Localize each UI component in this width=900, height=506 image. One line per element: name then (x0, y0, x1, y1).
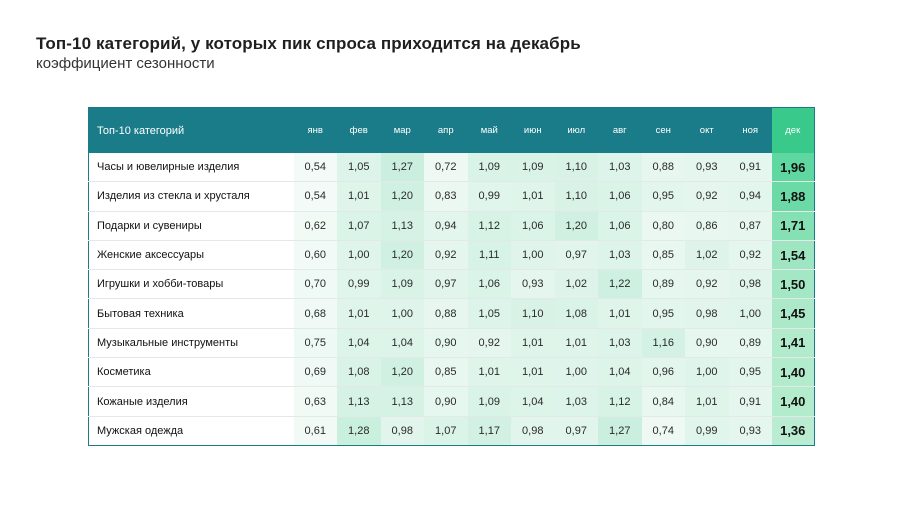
heat-cell: 1,20 (381, 358, 425, 387)
month-header-12: дек (772, 108, 814, 154)
month-header-3: мар (381, 108, 425, 154)
heat-cell: 1,02 (555, 270, 599, 299)
heat-cell: 1,08 (555, 299, 599, 328)
month-header-5: май (468, 108, 512, 154)
heat-cell: 0,92 (729, 240, 773, 269)
heat-cell: 1,20 (381, 240, 425, 269)
december-value-cell: 1,36 (772, 416, 814, 445)
heat-cell: 0,90 (424, 328, 468, 357)
heat-cell: 0,99 (337, 270, 381, 299)
heat-cell: 0,99 (468, 182, 512, 211)
december-value-cell: 1,54 (772, 240, 814, 269)
category-label: Бытовая техника (89, 299, 294, 328)
december-value-cell: 1,45 (772, 299, 814, 328)
heat-cell: 0,94 (424, 211, 468, 240)
heat-cell: 1,01 (511, 182, 555, 211)
month-header-11: ноя (729, 108, 773, 154)
month-header-2: фев (337, 108, 381, 154)
table-row (89, 358, 815, 387)
heat-cell: 0,90 (424, 387, 468, 416)
heat-cell: 1,10 (511, 299, 555, 328)
category-label: Кожаные изделия (89, 387, 294, 416)
heat-cell: 1,01 (337, 182, 381, 211)
heat-cell: 0,98 (511, 416, 555, 445)
month-header-10: окт (685, 108, 729, 154)
heat-cell: 0,91 (729, 153, 773, 182)
heat-cell: 0,98 (729, 270, 773, 299)
heat-cell: 0,87 (729, 211, 773, 240)
heat-cell: 0,86 (685, 211, 729, 240)
heat-cell: 0,95 (642, 182, 686, 211)
month-header-9: сен (642, 108, 686, 154)
heat-cell: 1,00 (381, 299, 425, 328)
table-row (89, 299, 815, 328)
heat-cell: 1,09 (511, 153, 555, 182)
heat-cell: 0,74 (642, 416, 686, 445)
heat-cell: 1,06 (598, 182, 642, 211)
heat-cell: 1,06 (511, 211, 555, 240)
category-label: Подарки и сувениры (89, 211, 294, 240)
heat-cell: 1,01 (685, 387, 729, 416)
heat-cell: 0,75 (294, 328, 338, 357)
table-header-row (89, 108, 815, 154)
heat-cell: 1,16 (642, 328, 686, 357)
heat-cell: 1,10 (555, 182, 599, 211)
category-label: Часы и ювелирные изделия (89, 153, 294, 182)
heat-cell: 0,84 (642, 387, 686, 416)
heat-cell: 1,13 (337, 387, 381, 416)
heat-cell: 1,27 (381, 153, 425, 182)
heat-cell: 0,85 (424, 358, 468, 387)
heat-cell: 1,03 (598, 240, 642, 269)
heat-cell: 1,04 (381, 328, 425, 357)
month-header-8: авг (598, 108, 642, 154)
table-row (89, 240, 815, 269)
heat-cell: 0,88 (424, 299, 468, 328)
table-row (89, 211, 815, 240)
heat-cell: 1,02 (685, 240, 729, 269)
table-row (89, 270, 815, 299)
table-row (89, 182, 815, 211)
heat-cell: 0,92 (468, 328, 512, 357)
table-row (89, 387, 815, 416)
heat-cell: 1,01 (511, 358, 555, 387)
december-value-cell: 1,50 (772, 270, 814, 299)
heat-cell: 1,07 (337, 211, 381, 240)
heat-cell: 0,54 (294, 182, 338, 211)
table-row (89, 328, 815, 357)
table-row (89, 153, 815, 182)
heat-cell: 0,92 (685, 270, 729, 299)
heat-cell: 0,62 (294, 211, 338, 240)
heat-cell: 1,00 (511, 240, 555, 269)
heat-cell: 0,94 (729, 182, 773, 211)
category-label: Изделия из стекла и хрусталя (89, 182, 294, 211)
month-header-7: июл (555, 108, 599, 154)
heat-cell: 1,00 (685, 358, 729, 387)
heat-cell: 0,89 (729, 328, 773, 357)
month-header-4: апр (424, 108, 468, 154)
heat-cell: 1,09 (468, 387, 512, 416)
heat-cell: 1,12 (468, 211, 512, 240)
december-value-cell: 1,96 (772, 153, 814, 182)
heat-cell: 0,99 (685, 416, 729, 445)
heat-cell: 0,68 (294, 299, 338, 328)
category-label: Женские аксессуары (89, 240, 294, 269)
december-value-cell: 1,41 (772, 328, 814, 357)
heat-cell: 1,07 (424, 416, 468, 445)
december-value-cell: 1,40 (772, 358, 814, 387)
category-label: Мужская одежда (89, 416, 294, 445)
heat-cell: 1,11 (468, 240, 512, 269)
category-column-header: Топ-10 категорий (89, 108, 294, 154)
heat-cell: 0,97 (555, 416, 599, 445)
heat-cell: 0,98 (381, 416, 425, 445)
month-header-1: янв (294, 108, 338, 154)
heat-cell: 0,96 (642, 358, 686, 387)
heat-cell: 0,88 (642, 153, 686, 182)
category-label: Музыкальные инструменты (89, 328, 294, 357)
heat-cell: 1,00 (555, 358, 599, 387)
heat-cell: 1,01 (598, 299, 642, 328)
heat-cell: 1,13 (381, 387, 425, 416)
heat-cell: 0,97 (424, 270, 468, 299)
heat-cell: 0,93 (729, 416, 773, 445)
heat-cell: 1,28 (337, 416, 381, 445)
heat-cell: 1,01 (468, 358, 512, 387)
heat-cell: 0,92 (424, 240, 468, 269)
chart-title: Топ-10 категорий, у которых пик спроса приходится на декабрь (36, 34, 581, 53)
heat-cell: 0,80 (642, 211, 686, 240)
december-value-cell: 1,40 (772, 387, 814, 416)
table-body (89, 153, 815, 445)
heat-cell: 0,90 (685, 328, 729, 357)
heat-cell: 0,93 (511, 270, 555, 299)
category-label: Косметика (89, 358, 294, 387)
heat-cell: 1,05 (337, 153, 381, 182)
heat-cell: 0,92 (685, 182, 729, 211)
category-label: Игрушки и хобби-товары (89, 270, 294, 299)
heat-cell: 0,98 (685, 299, 729, 328)
heat-cell: 0,91 (729, 387, 773, 416)
heat-cell: 0,89 (642, 270, 686, 299)
heat-cell: 1,27 (598, 416, 642, 445)
heat-cell: 1,03 (598, 328, 642, 357)
heat-cell: 0,83 (424, 182, 468, 211)
heat-cell: 0,70 (294, 270, 338, 299)
heat-cell: 1,10 (555, 153, 599, 182)
heat-cell: 1,03 (598, 153, 642, 182)
heat-cell: 0,60 (294, 240, 338, 269)
heat-cell: 0,93 (685, 153, 729, 182)
chart-subtitle: коэффициент сезонности (36, 55, 215, 72)
heat-cell: 0,95 (729, 358, 773, 387)
heat-cell: 0,97 (555, 240, 599, 269)
heat-cell: 1,20 (381, 182, 425, 211)
table-row (89, 416, 815, 445)
heat-cell: 1,22 (598, 270, 642, 299)
heat-cell: 0,69 (294, 358, 338, 387)
heat-cell: 0,72 (424, 153, 468, 182)
december-value-cell: 1,88 (772, 182, 814, 211)
heat-cell: 0,63 (294, 387, 338, 416)
heat-cell: 1,17 (468, 416, 512, 445)
december-value-cell: 1,71 (772, 211, 814, 240)
heat-cell: 1,20 (555, 211, 599, 240)
heat-cell: 1,06 (468, 270, 512, 299)
heat-cell: 1,04 (511, 387, 555, 416)
heat-cell: 1,04 (337, 328, 381, 357)
heat-cell: 1,12 (598, 387, 642, 416)
heat-cell: 0,85 (642, 240, 686, 269)
heat-cell: 1,01 (511, 328, 555, 357)
heat-cell: 1,13 (381, 211, 425, 240)
seasonality-heatmap-table (88, 107, 815, 446)
heat-cell: 1,09 (468, 153, 512, 182)
heat-cell: 0,54 (294, 153, 338, 182)
heat-cell: 1,01 (555, 328, 599, 357)
heat-cell: 1,03 (555, 387, 599, 416)
heat-cell: 1,00 (337, 240, 381, 269)
heat-cell: 0,95 (642, 299, 686, 328)
heat-cell: 1,09 (381, 270, 425, 299)
heat-cell: 1,06 (598, 211, 642, 240)
month-header-6: июн (511, 108, 555, 154)
heat-cell: 1,04 (598, 358, 642, 387)
heat-cell: 1,05 (468, 299, 512, 328)
heat-cell: 1,08 (337, 358, 381, 387)
heat-cell: 1,01 (337, 299, 381, 328)
heat-cell: 0,61 (294, 416, 338, 445)
heat-cell: 1,00 (729, 299, 773, 328)
